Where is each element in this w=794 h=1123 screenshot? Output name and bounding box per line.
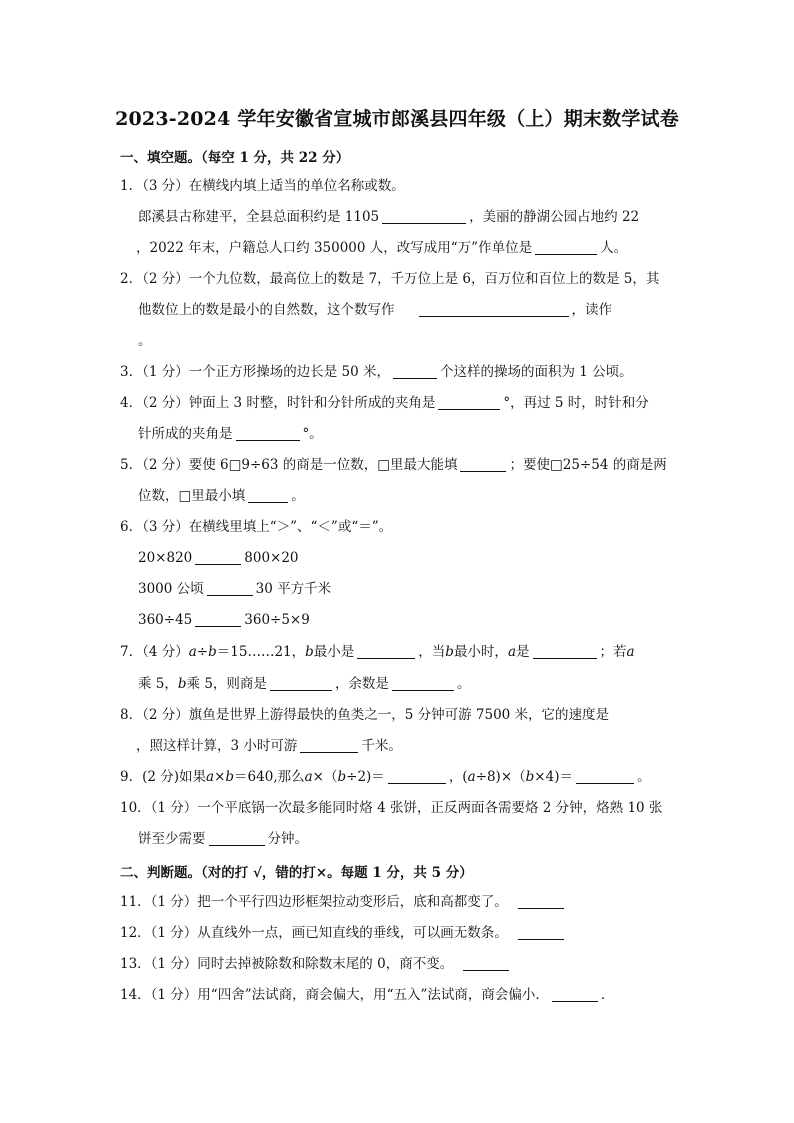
question-1-line-2: ，2022 年末，户籍总人口约 350000 人，改写成用“万”作单位是 人。 <box>136 240 628 256</box>
question-11: 11．（1 分）把一个平行四边形框架拉动变形后，底和高都变了。 <box>120 893 567 911</box>
answer-blank[interactable] <box>300 738 358 753</box>
answer-blank[interactable] <box>535 240 597 255</box>
page-title: 2023-2024 学年安徽省宣城市郎溪县四年级（上）期末数学试卷 <box>115 108 679 130</box>
question-8-line-2: ，照这样计算，3 小时可游 千米。 <box>136 738 402 754</box>
answer-blank[interactable] <box>357 644 415 659</box>
answer-blank[interactable] <box>248 488 288 503</box>
answer-blank[interactable] <box>392 676 454 691</box>
answer-blank[interactable] <box>393 364 437 379</box>
answer-blank[interactable] <box>195 612 241 627</box>
answer-blank[interactable] <box>388 769 446 784</box>
answer-blank[interactable] <box>195 550 241 565</box>
question-13: 13．（1 分）同时去掉被除数和除数末尾的 0，商不变。 <box>120 955 512 973</box>
answer-blank[interactable] <box>236 426 300 441</box>
question-9: 9．(2 分)如果a×b＝640,那么a×（b÷2)＝ ，(a÷8)×（b×4)＝ 。 <box>120 769 651 785</box>
question-6-row-3: 360÷45 360÷5×9 <box>138 612 310 628</box>
question-5-line-2: 位数，□里最小填 。 <box>138 488 305 504</box>
answer-blank[interactable] <box>270 676 332 691</box>
answer-blank[interactable] <box>382 209 466 224</box>
answer-blank[interactable] <box>419 302 569 317</box>
section-fill-in-heading: 一、填空题。（每空 1 分，共 22 分） <box>120 150 350 166</box>
question-7-line-2: 乘 5，b乘 5，则商是 ，余数是 。 <box>138 676 471 692</box>
answer-blank[interactable] <box>518 925 564 940</box>
question-6-row-1: 20×820 800×20 <box>138 550 299 566</box>
answer-blank[interactable] <box>207 581 253 596</box>
question-1-line-1: 郎溪县古称建平，全县总面积约是 1105 ，美丽的静湖公园占地约 22 <box>138 209 640 225</box>
question-8-line-1: 8．（2 分）旗鱼是世界上游得最快的鱼类之一，5 分钟可游 7500 米，它的速度是 <box>120 707 610 723</box>
answer-blank[interactable] <box>533 644 597 659</box>
section-judge-heading: 二、判断题。（对的打 √，错的打×。每题 1 分，共 5 分） <box>120 865 473 881</box>
answer-blank[interactable] <box>552 987 598 1002</box>
question-12: 12．（1 分）从直线外一点，画已知直线的垂线，可以画无数条。 <box>120 924 567 942</box>
question-10-line-1: 10．（1 分）一个平底锅一次最多能同时烙 4 张饼，正反两面各需要烙 2 分钟，烙熟 10 张 <box>120 800 663 816</box>
question-4-line-1: 4．（2 分）钟面上 3 时整，时针和分针所成的夹角是 °，再过 5 时，时针和分 <box>120 395 649 411</box>
question-7-line-1: 7．（4 分）a÷b＝15……21，b最小是 ，当b最小时，a是 ；若a <box>120 644 635 660</box>
question-10-line-2: 饼至少需要 分钟。 <box>138 831 308 847</box>
question-6-row-2: 3000 公顷 30 平方千米 <box>138 581 332 597</box>
answer-blank[interactable] <box>438 395 500 410</box>
question-6-head: 6．（3 分）在横线里填上“＞”、“＜”或“＝”。 <box>120 519 393 535</box>
question-2-line-1: 2．（2 分）一个九位数，最高位上的数是 7，千万位上是 6，百万位和百位上的数是 5，其 <box>120 271 660 287</box>
question-14: 14．（1 分）用“四舍”法试商，商会偏大，用“五入”法试商，商会偏小． ． <box>120 987 615 1003</box>
question-2-line-2: 他数位上的数是最小的自然数，这个数写作 ，读作 <box>138 302 612 318</box>
answer-blank[interactable] <box>518 894 564 909</box>
answer-blank[interactable] <box>460 457 506 472</box>
question-4-line-2: 针所成的夹角是 °。 <box>138 426 323 442</box>
answer-blank[interactable] <box>463 956 509 971</box>
question-2-line-3: 。 <box>138 333 152 349</box>
question-3: 3．（1 分）一个正方形操场的边长是 50 米， 个这样的操场的面积为 1 公顷。 <box>120 364 633 380</box>
question-1-head: 1．（3 分）在横线内填上适当的单位名称或数。 <box>120 178 405 194</box>
answer-blank[interactable] <box>209 831 265 846</box>
question-5-line-1: 5．（2 分）要使 6□9÷63 的商是一位数，□里最大能填 ；要使□25÷54 的商是两 <box>120 457 667 473</box>
answer-blank[interactable] <box>576 769 634 784</box>
